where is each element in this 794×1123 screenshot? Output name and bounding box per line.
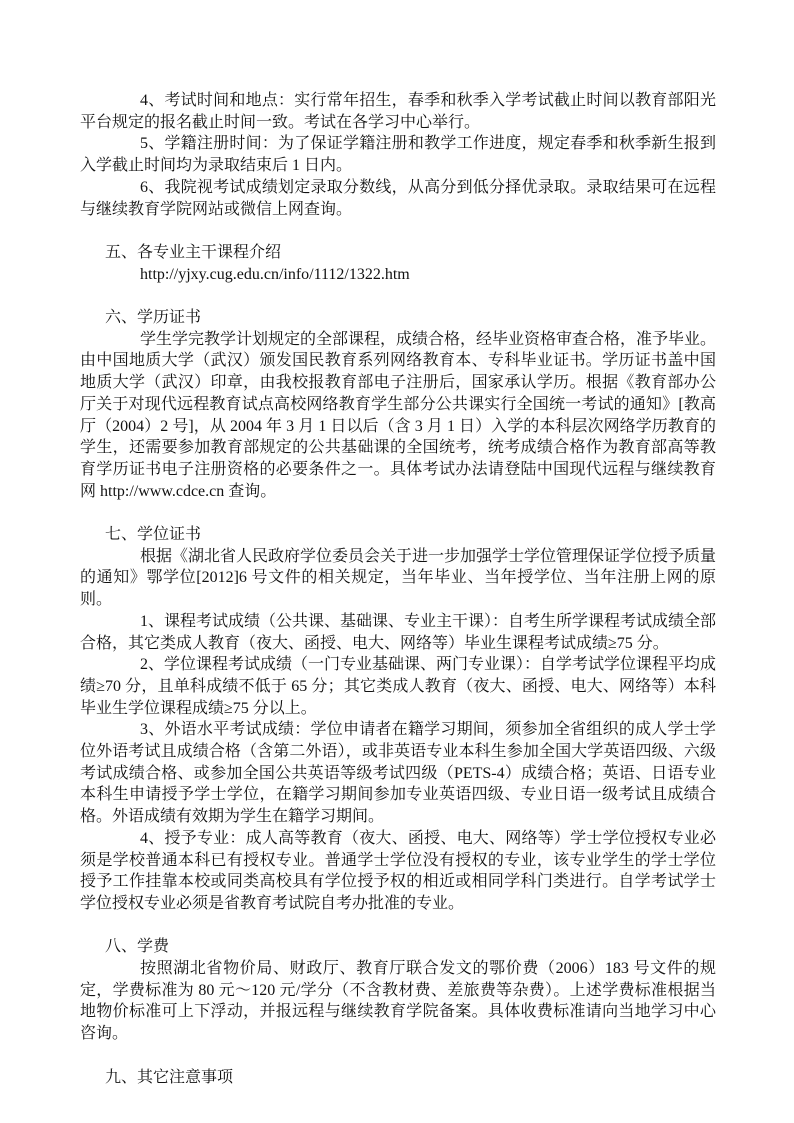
para-tuition-details: 按照湖北省物价局、财政厅、教育厅联合发文的鄂价费（2006）183 号文件的规定，学费标准为 80 元～120 元/学分（不含教材费、差旅费等杂费）。上述学费标准根据当地物价标准可上下浮动，并报远程与继续教育学院备案。具体收费标准请向当地学习中心咨询。 xyxy=(80,960,716,1043)
para-registration-time: 5、学籍注册时间：为了保证学籍注册和教学工作进度，规定春季和秋季新生报到入学截止时间均为录取结束后 1 日内。 xyxy=(80,135,716,175)
para-exam-time-location: 4、考试时间和地点：实行常年招生，春季和秋季入学考试截止时间以教育部阳光平台规定的报名截止时间一致。考试在各学习中心举行。 xyxy=(80,92,716,131)
para-degree-rule-2-degree-course-scores: 2、学位课程考试成绩（一门专业基础课、两门专业课）：自学考试学位课程平均成绩≥70 分，且单科成绩不低于 65 分；其它类成人教育（夜大、函授、电大、网络等）本科毕业生学位课程成绩≥75 分以上。 xyxy=(80,656,717,717)
para-degree-rule-4-authorized-majors: 4、授予专业：成人高等教育（夜大、函授、电大、网络等）学士学位授权专业必须是学校普通本科已有授权专业。普通学士学位没有授权的专业，该专业学生的学士学位授予工作挂靠本校或同类高校具有学位授予权的相近或相同学科门类进行。自学考试学士学位授权专业必须是省教育考试院自考办批准的专业。 xyxy=(80,829,716,912)
heading-section-9-other-notes: 九、其它注意事项 xyxy=(105,1068,234,1086)
para-degree-rule-1-course-scores: 1、课程考试成绩（公共课、基础课、专业主干课）：自考生所学课程考试成绩全部合格，其它类成人教育（夜大、函授、电大、网络等）毕业生课程考试成绩≥75 分。 xyxy=(80,612,717,652)
heading-section-6-diploma: 六、学历证书 xyxy=(105,309,202,326)
heading-section-5-main-courses: 五、各专业主干课程介绍 xyxy=(105,243,282,261)
heading-section-8-tuition: 八、学费 xyxy=(105,938,170,956)
para-admission-score-line: 6、我院视考试成绩划定录取分数线，从高分到低分择优录取。录取结果可在远程与继续教育学院网站或微信上网查询。 xyxy=(80,178,716,218)
para-degree-rule-3-foreign-language: 3、外语水平考试成绩：学位申请者在籍学习期间，须参加全省组织的成人学士学位外语考试且成绩合格（含第二外语），或非英语专业本科生参加全国大学英语四级、六级考试成绩合格、或参加全国公共英语等级考试四级（PETS-4）成绩合格；英语、日语专业本科生申请授予学士学位，在籍学习期间参加专业英语四级、专业日语一级考试且成绩合格。外语成绩有效期为学生在籍学习期间。 xyxy=(80,721,716,826)
course-intro-url: http://yjxy.cug.edu.cn/info/1112/1322.htm xyxy=(140,265,410,283)
para-degree-policy: 根据《湖北省人民政府学位委员会关于进一步加强学士学位管理保证学位授予质量的通知》鄂学位[2012]6 号文件的相关规定，当年毕业、当年授学位、当年注册上网的原则。 xyxy=(80,547,717,609)
para-diploma-details: 学生学完教学计划规定的全部课程，成绩合格，经毕业资格审查合格，准予毕业。由中国地质大学（武汉）颁发国民教育系列网络教育本、专科毕业证书。学历证书盖中国地质大学（武汉）印章，由我校报教育部电子注册后，国家承认学历。根据《教育部办公厅关于对现代远程教育试点高校网络教育学生部分公共课实行全国统一考试的通知》[教高厅（2004）2 号]，从 2004 年 3 月 1 日以后（含 3 月 1 日）入学的本科层次网络学历教育的学生，还需要参加教育部规定的公共基础课的全国统考，统考成绩合格作为教育部高等教育学历证书电子注册资格的必要条件之一。具体考试办法请登陆中国现代远程与继续教育网 http://www.cdce.cn 查询。 xyxy=(80,330,717,500)
heading-section-7-degree-certificate: 七、学位证书 xyxy=(105,526,202,544)
